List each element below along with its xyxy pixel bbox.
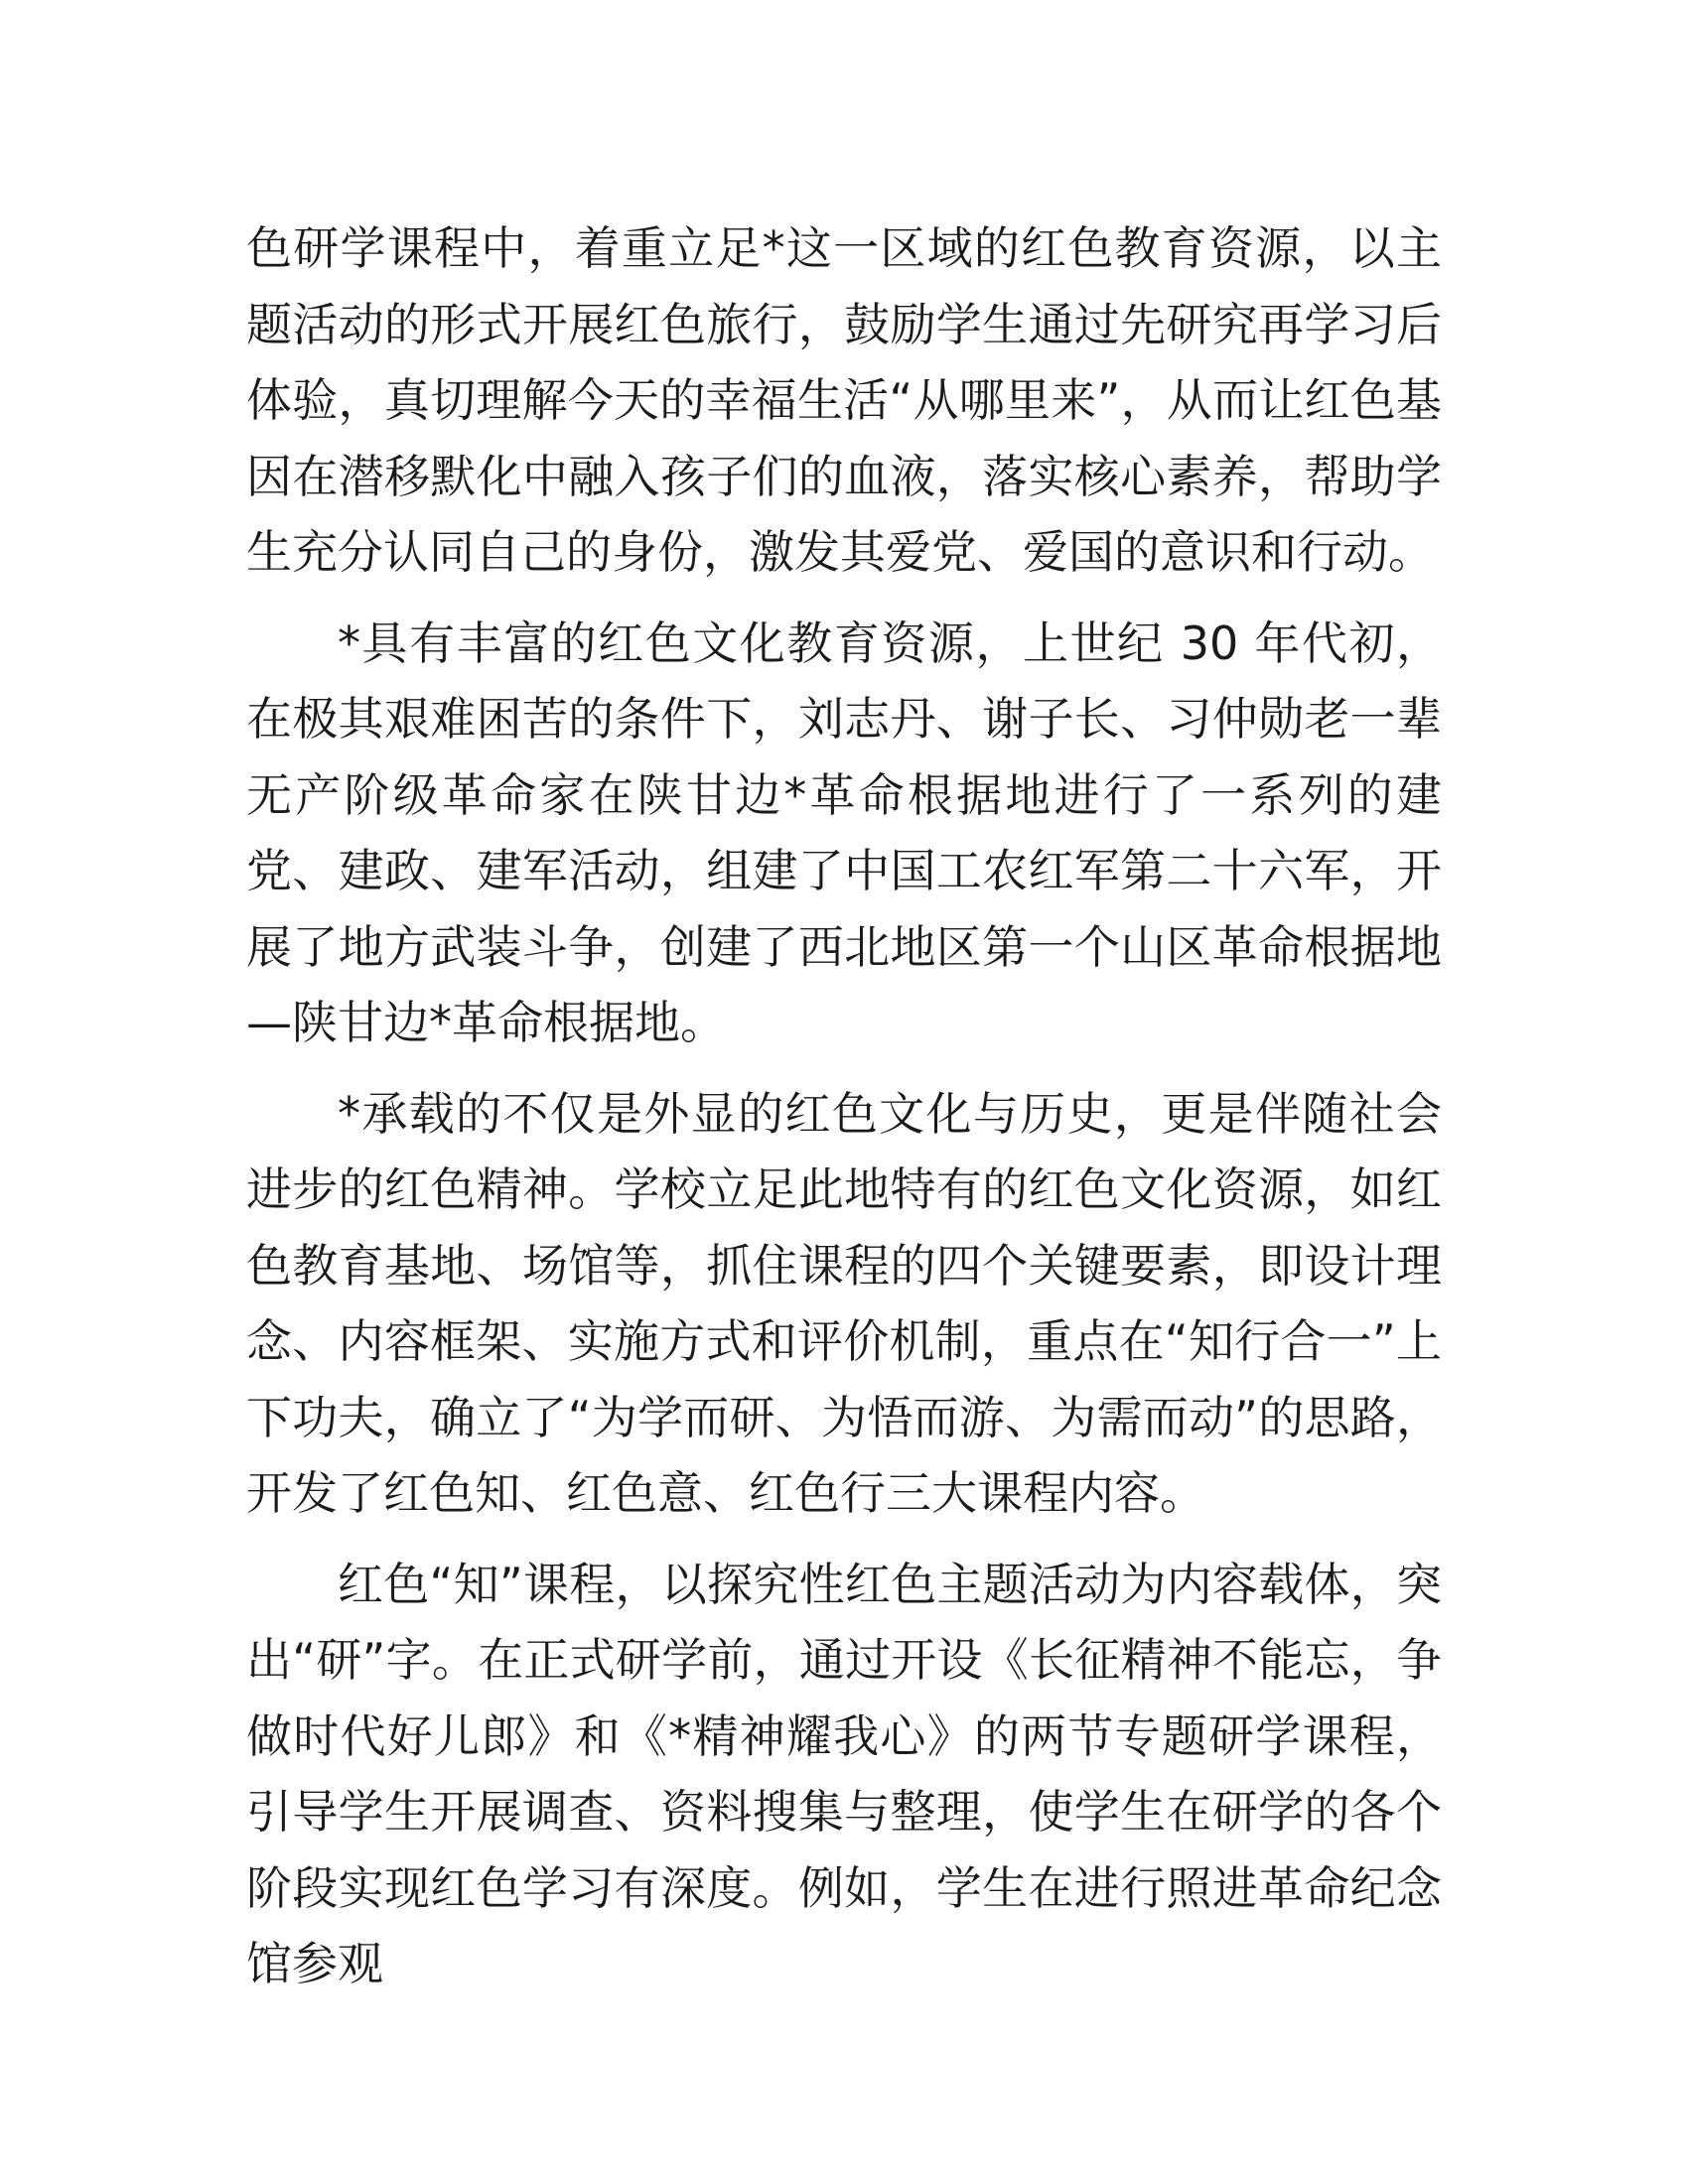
paragraph-1: 色研学课程中，着重立足*这一区域的红色教育资源，以主题活动的形式开展红色旅行，鼓励学生通过先研究再学习后体验，真切理解今天的幸福生活“从哪里来”，从而让红色基因在潜移默化中融入孩子们的血液，落实核心素养，帮助学生充分认同自己的身份，激发其爱党、爱国的意识和行动。: [246, 221, 1442, 579]
paragraph-2: *具有丰富的红色文化教育资源，上世纪 30 年代初，在极其艰难困苦的条件下，刘志丹、谢子长、习仲勋老一辈无产阶级革命家在陕甘边*革命根据地进行了一系列的建党、建政、建军活动，组建了中国工农红军第二十六军，开展了地方武装斗争，创建了西北地区第一个山区革命根据地—陕甘边*革命根据地。: [246, 615, 1442, 1049]
paragraph-4: 红色“知”课程，以探究性红色主题活动为内容载体，突出“研”字。在正式研学前，通过开设《长征精神不能忘，争做时代好儿郎》和《*精神耀我心》的两节专题研学课程，引导学生开展调查、资料搜集与整理，使学生在研学的各个阶段实现红色学习有深度。例如，学生在进行照进革命纪念馆参观: [246, 1557, 1442, 1990]
document-body: [246, 210, 1442, 2017]
paragraph-3: *承载的不仅是外显的红色文化与历史，更是伴随社会进步的红色精神。学校立足此地特有的红色文化资源，如红色教育基地、场馆等，抓住课程的四个关键要素，即设计理念、内容框架、实施方式和评价机制，重点在“知行合一”上下功夫，确立了“为学而研、为悟而游、为需而动”的思路，开发了红色知、红色意、红色行三大课程内容。: [246, 1086, 1442, 1520]
